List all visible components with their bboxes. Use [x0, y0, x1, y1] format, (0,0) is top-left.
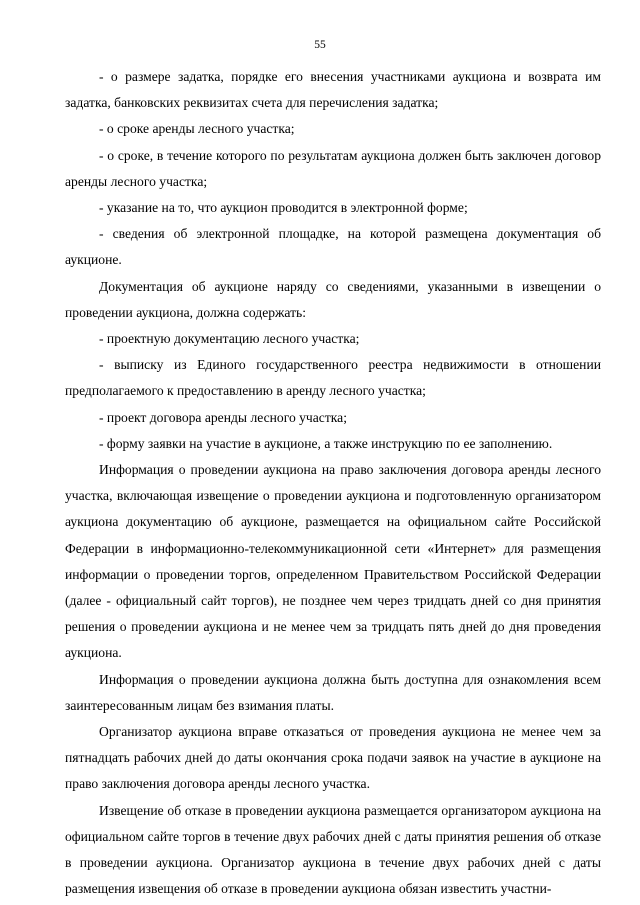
paragraph-cancellation-right: Организатор аукциона вправе отказаться от проведения аукциона не менее чем за пятнадцать рабочих дней до даты окончания срока подачи заявок на участие в аукционе на право заключения договора аренды лесного участка.	[65, 724, 601, 792]
paragraph-cancellation-notice: Извещение об отказе в проведении аукциона размещается организатором аукциона на официальном сайте торгов в течение двух рабочих дней с даты принятия решения об отказе в проведении аукциона. Организатор аукциона в течение двух рабочих дней с даты размещения извещения об отказе в проведении аукциона обязан известить участни-	[65, 802, 601, 897]
paragraph-project-documentation: - проектную документацию лесного участка;	[99, 331, 360, 347]
document-body	[65, 64, 601, 903]
paragraph-application-form: - форму заявки на участие в аукционе, а также инструкцию по ее заполнению.	[99, 435, 553, 451]
paragraph-publication: Информация о проведении аукциона на право заключения договора аренды лесного участка, включающая извещение о проведении аукциона и подготовленную организатором аукциона документацию об аукционе, размещается на официальном сайте Российской Федерации в информационно-телекоммуникационной сети «Интернет» для размещения информации о проведении торгов, определенном Правительством Российской Федерации (далее - официальный сайт торгов), не позднее чем через тридцать дней со дня принятия решения о проведении аукциона и не менее чем за тридцать пять дней до дня проведения аукциона.	[65, 462, 601, 661]
paragraph-deposit: - о размере задатка, порядке его внесения участниками аукциона и возврата им задатка, банковских реквизитах счета для перечисления задатка;	[65, 69, 601, 111]
paragraph-contract-deadline: - о сроке, в течение которого по результатам аукциона должен быть заключен договор аренды лесного участка;	[65, 147, 601, 189]
paragraph-free-access: Информация о проведении аукциона должна быть доступна для ознакомления всем заинтересованным лицам без взимания платы.	[65, 671, 601, 713]
paragraph-electronic-platform: - сведения об электронной площадке, на которой размещена документация об аукционе.	[65, 226, 601, 268]
page-number: 55	[314, 39, 326, 51]
paragraph-documentation-contents: Документация об аукционе наряду со сведениями, указанными в извещении о проведении аукциона, должна содержать:	[65, 278, 601, 320]
paragraph-registry-extract: - выписку из Единого государственного реестра недвижимости в отношении предполагаемого к предоставлению в аренду лесного участка;	[65, 357, 601, 399]
paragraph-draft-contract: - проект договора аренды лесного участка;	[99, 409, 347, 425]
paragraph-electronic-form: - указание на то, что аукцион проводится в электронной форме;	[99, 200, 468, 216]
paragraph-lease-term: - о сроке аренды лесного участка;	[99, 121, 295, 137]
